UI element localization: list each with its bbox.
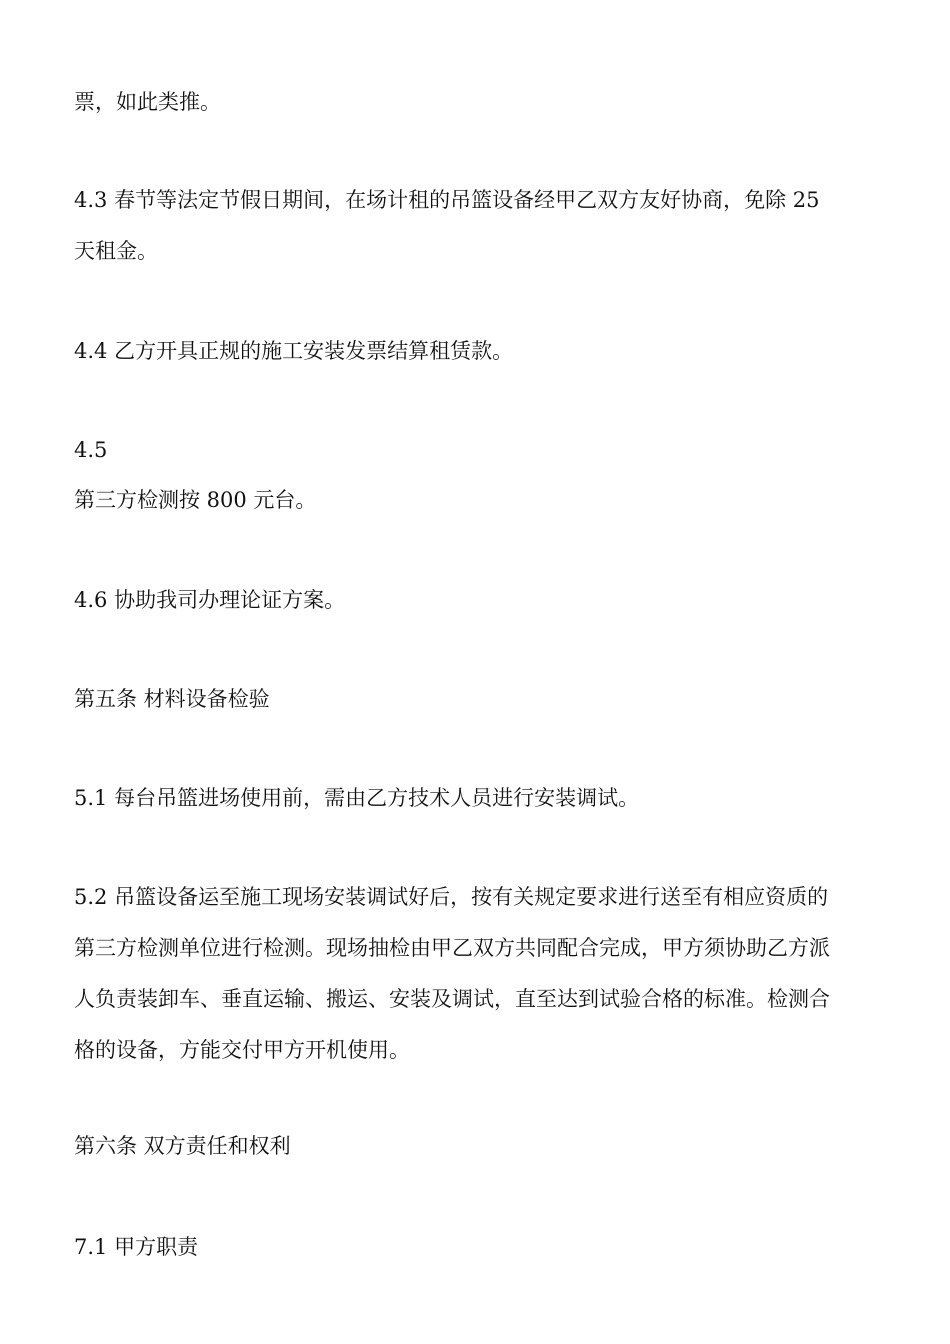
article-5-heading: 第五条 材料设备检验 bbox=[74, 687, 270, 711]
clause-5-1: 5.1 每台吊篮进场使用前，需由乙方技术人员进行安装调试。 bbox=[74, 786, 640, 810]
article-6-heading: 第六条 双方责任和权利 bbox=[74, 1134, 291, 1158]
clause-5-2-line-3: 人负责装卸车、垂直运输、搬运、安装及调试，直至达到试验合格的标准。检测合 bbox=[74, 987, 830, 1011]
clause-4-4: 4.4 乙方开具正规的施工安装发票结算租赁款。 bbox=[74, 339, 514, 363]
clause-7-1-heading: 7.1 甲方职责 bbox=[74, 1235, 199, 1259]
clause-5-2-line-1: 5.2 吊篮设备运至施工现场安装调试好后，按有关规定要求进行送至有相应资质的 bbox=[74, 885, 829, 909]
text-line-invoice-continuation: 票，如此类推。 bbox=[74, 90, 221, 114]
clause-4-5-text: 第三方检测按 800 元台。 bbox=[74, 488, 317, 512]
clause-5-2-line-4: 格的设备，方能交付甲方开机使用。 bbox=[74, 1038, 410, 1062]
clause-5-2-line-2: 第三方检测单位进行检测。现场抽检由甲乙双方共同配合完成，甲方须协助乙方派 bbox=[74, 936, 830, 960]
clause-4-3-line-2: 天租金。 bbox=[74, 239, 158, 263]
clause-4-5-number: 4.5 bbox=[74, 438, 108, 462]
clause-4-6: 4.6 协助我司办理论证方案。 bbox=[74, 588, 346, 612]
clause-4-3-line-1: 4.3 春节等法定节假日期间，在场计租的吊篮设备经甲乙双方友好协商，免除 25 bbox=[74, 188, 820, 212]
